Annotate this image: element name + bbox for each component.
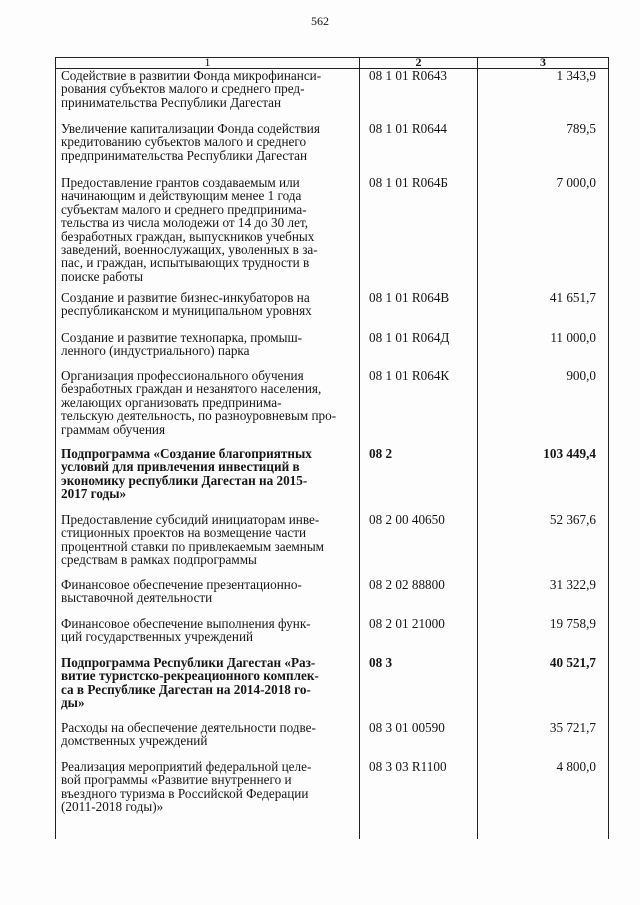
row-name: Подпрограмма «Создание благоприятных условий для привлечения инвестиций в экономику республики Дагестан на 2015- 2017 годы» (61, 446, 312, 502)
row-name: Содействие в развитии Фонда микрофинанси- рования субъектов малого и среднего пред- принимательства Республики Дагестан (61, 68, 322, 110)
row-code: 08 1 01 R0644 (369, 121, 448, 136)
row-name: Предоставление субсидий инициаторам инве- стиционных проектов на возмещение части процентной ставки по привлекаемым заемным средствам в рамках подпрограммы (61, 512, 325, 568)
row-code: 08 2 01 21000 (369, 616, 445, 631)
row-amount: 31 322,9 (549, 577, 596, 592)
row-code: 08 3 01 00590 (369, 720, 445, 735)
row-code: 08 1 01 R064К (369, 368, 450, 383)
row-amount: 4 800,0 (556, 759, 596, 774)
row-amount: 11 000,0 (550, 330, 596, 345)
page-number: 562 (311, 14, 329, 28)
row-name: Создание и развитие бизнес-инкубаторов на республиканском и муниципальном уровнях (61, 290, 312, 319)
row-name: Организация профессионального обучения безработных граждан и незанятого населения, желающих организовать предпринима- тельскую деятельность, по разноуровневым про- граммам обучения (61, 368, 337, 437)
row-name: Создание и развитие технопарка, промыш- ленного (индустриального) парка (61, 330, 303, 359)
column-divider-1 (359, 57, 360, 839)
row-name: Финансовое обеспечение презентационно- выставочной деятельности (61, 577, 302, 606)
row-code: 08 1 01 R064В (369, 290, 450, 305)
row-amount: 789,5 (566, 121, 596, 136)
row-name: Предоставление грантов создаваемым или начинающим и действующим менее 1 года субъектам малого и среднего предпринима- тельства из числа молодежи от 14 до 30 лет, безработных граждан, выпускников учебных заведений, военнослужащих, уволенных в за- пас, и граждан, испытывающих трудности в поиске работы (61, 175, 318, 284)
row-amount: 103 449,4 (543, 446, 596, 461)
column-header-1: 1 (204, 55, 211, 69)
row-name: Реализация мероприятий федеральной целе- вой программы «Развитие внутреннего и въездного туризма в Российской Федерации (2011-2018 годы)» (61, 759, 312, 815)
row-name: Финансовое обеспечение выполнения функ- ций государственных учреждений (61, 616, 311, 645)
row-amount: 7 000,0 (556, 175, 596, 190)
column-header-3: 3 (540, 55, 546, 69)
row-code: 08 2 00 40650 (369, 512, 445, 527)
table-left-border (55, 57, 56, 839)
row-amount: 41 651,7 (549, 290, 596, 305)
row-code: 08 2 (369, 446, 393, 461)
row-name: Увеличение капитализации Фонда содействия кредитованию субъектов малого и среднего предпринимательства Республики Дагестан (61, 121, 320, 163)
row-amount: 52 367,6 (549, 512, 596, 527)
row-amount: 19 758,9 (549, 616, 596, 631)
row-amount: 1 343,9 (556, 68, 596, 83)
row-code: 08 1 01 R0643 (369, 68, 448, 83)
row-name: Подпрограмма Республики Дагестан «Раз- витие туристско-рекреационного комплек- са в Республике Дагестан на 2014-2018 го- ды» (61, 655, 319, 711)
column-header-2: 2 (415, 55, 422, 69)
row-amount: 900,0 (566, 368, 596, 383)
row-code: 08 3 (369, 655, 393, 670)
row-code: 08 3 03 R1100 (369, 759, 447, 774)
row-code: 08 2 02 88800 (369, 577, 445, 592)
table-right-border (608, 57, 609, 839)
row-amount: 35 721,7 (549, 720, 596, 735)
row-code: 08 1 01 R064Д (369, 330, 450, 345)
row-amount: 40 521,7 (549, 655, 596, 670)
row-code: 08 1 01 R064Б (369, 175, 449, 190)
row-name: Расходы на обеспечение деятельности подве- домственных учреждений (61, 720, 316, 749)
